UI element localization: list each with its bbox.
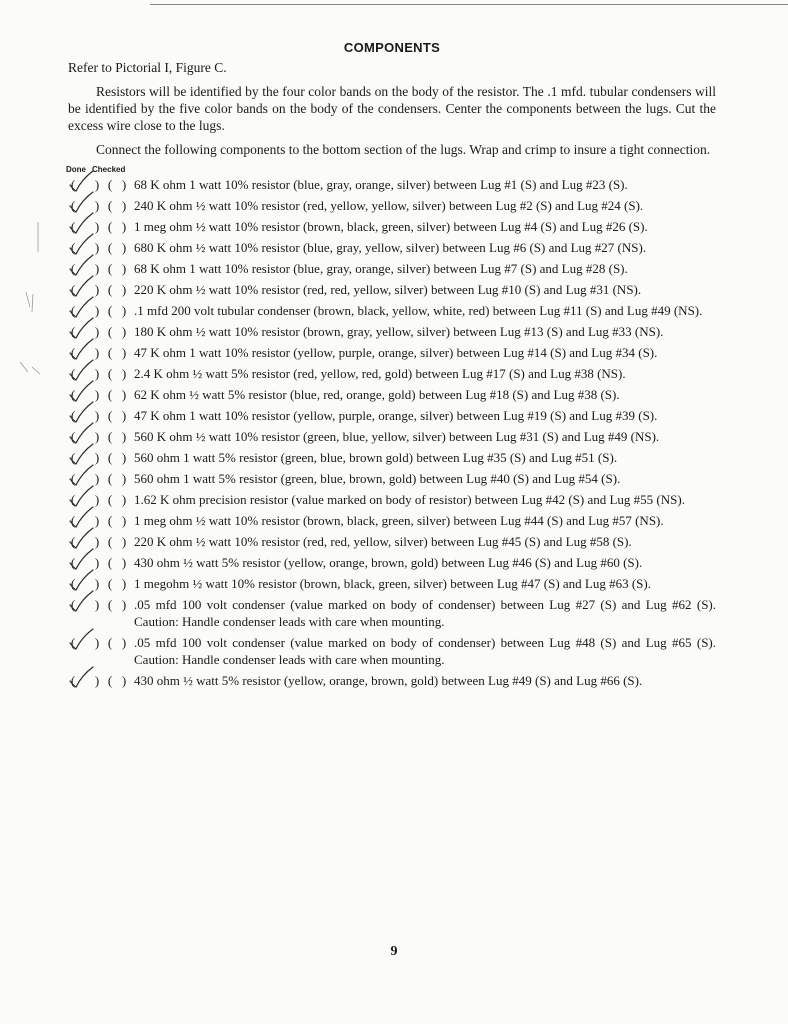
component-description: .05 mfd 100 volt condenser (value marked on body of condenser) between Lug #48 (S) and Lug #65 (S). Caution: Handle condenser leads with care when mounting. — [134, 635, 716, 667]
checklist-item — [68, 596, 716, 630]
component-description: 62 K ohm ½ watt 5% resistor (blue, red, orange, gold) between Lug #18 (S) and Lug #38 (S). — [134, 387, 620, 402]
checkbox-pair: ( ) ( ) — [68, 176, 134, 193]
checklist-item — [68, 554, 716, 571]
component-description: 560 K ohm ½ watt 10% resistor (green, blue, yellow, silver) between Lug #31 (S) and Lug #49 (NS). — [134, 429, 660, 444]
component-description: 1.62 K ohm precision resistor (value marked on body of resistor) between Lug #42 (S) and Lug #55 (NS). — [134, 492, 685, 507]
checked-checkbox[interactable]: ( — [107, 555, 113, 570]
document-page — [68, 40, 716, 693]
margin-pencil-marks — [18, 222, 48, 382]
checkbox-pair: ( ) ( ) — [68, 491, 134, 508]
intro-paragraph: Resistors will be identified by the four color bands on the body of the resistor. The .1 mfd. tubular condensers will be identified by the five color bands on the body of the condensers. Center the components between the lugs. Cut the excess wire close to the lugs. — [68, 84, 716, 133]
checkbox-pair: ( ) ( ) — [68, 470, 134, 487]
done-checkbox[interactable]: ( — [70, 261, 76, 276]
done-checkbox[interactable]: ( — [70, 324, 76, 339]
done-checkbox[interactable]: ( — [70, 198, 76, 213]
checkbox-pair: ( ) ( ) — [68, 634, 134, 651]
checklist-item — [68, 672, 716, 689]
component-description: 47 K ohm 1 watt 10% resistor (yellow, purple, orange, silver) between Lug #19 (S) and Lug #39 (S). — [134, 408, 658, 423]
component-description: 68 K ohm 1 watt 10% resistor (blue, gray, orange, silver) between Lug #7 (S) and Lug #28 (S). — [134, 261, 628, 276]
checklist-item — [68, 512, 716, 529]
checked-checkbox[interactable]: ( — [107, 534, 113, 549]
checklist-item — [68, 386, 716, 403]
done-checkbox[interactable]: ( — [70, 576, 76, 591]
done-checkbox[interactable]: ( — [70, 471, 76, 486]
checklist-item — [68, 281, 716, 298]
component-description: 680 K ohm ½ watt 10% resistor (blue, gray, yellow, silver) between Lug #6 (S) and Lug #27 (NS). — [134, 240, 647, 255]
checked-checkbox[interactable]: ( — [107, 635, 113, 650]
checked-checkbox[interactable]: ( — [107, 387, 113, 402]
checked-checkbox[interactable]: ( — [107, 261, 113, 276]
done-checkbox[interactable]: ( — [70, 219, 76, 234]
checkbox-pair: ( ) ( ) — [68, 197, 134, 214]
top-rule — [150, 4, 788, 5]
done-checkbox[interactable]: ( — [70, 240, 76, 255]
done-checkbox[interactable]: ( — [70, 177, 76, 192]
checklist-item — [68, 491, 716, 508]
checklist-item — [68, 323, 716, 340]
checked-checkbox[interactable]: ( — [107, 576, 113, 591]
checked-checkbox[interactable]: ( — [107, 450, 113, 465]
checklist-item — [68, 533, 716, 550]
done-checkbox[interactable]: ( — [70, 450, 76, 465]
checklist-item — [68, 365, 716, 382]
checked-checkbox[interactable]: ( — [107, 429, 113, 444]
checklist-item — [68, 634, 716, 668]
component-description: 560 ohm 1 watt 5% resistor (green, blue, brown, gold) between Lug #40 (S) and Lug #54 (S). — [134, 471, 621, 486]
checklist-item — [68, 197, 716, 214]
done-checkbox[interactable]: ( — [70, 513, 76, 528]
component-description: 1 meg ohm ½ watt 10% resistor (brown, black, green, silver) between Lug #44 (S) and Lug #57 (NS). — [134, 513, 664, 528]
checklist-item — [68, 302, 716, 319]
done-checkbox[interactable]: ( — [70, 534, 76, 549]
checked-checkbox[interactable]: ( — [107, 219, 113, 234]
component-description: 430 ohm ½ watt 5% resistor (yellow, orange, brown, gold) between Lug #49 (S) and Lug #66 (S). — [134, 673, 643, 688]
checked-checkbox[interactable]: ( — [107, 366, 113, 381]
checked-checkbox[interactable]: ( — [107, 597, 113, 612]
checkbox-pair: ( ) ( ) — [68, 281, 134, 298]
checked-checkbox[interactable]: ( — [107, 324, 113, 339]
checked-column-label: Checked — [92, 165, 126, 174]
checklist-item — [68, 260, 716, 277]
checkbox-pair: ( ) ( ) — [68, 428, 134, 445]
done-column-label: Done — [66, 165, 86, 174]
component-description: 220 K ohm ½ watt 10% resistor (red, red, yellow, silver) between Lug #45 (S) and Lug #58 (S). — [134, 534, 632, 549]
checked-checkbox[interactable]: ( — [107, 513, 113, 528]
component-description: .1 mfd 200 volt tubular condenser (brown, black, yellow, white, red) between Lug #11 (S) and Lug #49 (NS). — [134, 303, 703, 318]
done-checkbox[interactable]: ( — [70, 387, 76, 402]
checkbox-pair: ( ) ( ) — [68, 365, 134, 382]
component-description: .05 mfd 100 volt condenser (value marked on body of condenser) between Lug #27 (S) and Lug #62 (S). Caution: Handle condenser leads with care when mounting. — [134, 597, 716, 629]
done-checkbox[interactable]: ( — [70, 492, 76, 507]
reference-line: Refer to Pictorial I, Figure C. — [68, 60, 227, 75]
checklist-item — [68, 344, 716, 361]
connect-paragraph: Connect the following components to the bottom section of the lugs. Wrap and crimp to insure a tight connection. — [96, 142, 711, 157]
done-checkbox[interactable]: ( — [70, 429, 76, 444]
checkbox-pair: ( ) ( ) — [68, 344, 134, 361]
checkbox-pair: ( ) ( ) — [68, 575, 134, 592]
done-checkbox[interactable]: ( — [70, 366, 76, 381]
checked-checkbox[interactable]: ( — [107, 471, 113, 486]
component-description: 2.4 K ohm ½ watt 5% resistor (red, yellow, red, gold) between Lug #17 (S) and Lug #38 (NS). — [134, 366, 626, 381]
component-description: 220 K ohm ½ watt 10% resistor (red, red, yellow, silver) between Lug #10 (S) and Lug #31 (NS). — [134, 282, 642, 297]
checklist-item — [68, 239, 716, 256]
checkbox-pair: ( ) ( ) — [68, 323, 134, 340]
component-description: 1 meg ohm ½ watt 10% resistor (brown, black, green, silver) between Lug #4 (S) and Lug #26 (S). — [134, 219, 648, 234]
checked-checkbox[interactable]: ( — [107, 303, 113, 318]
page-title: COMPONENTS — [343, 40, 441, 55]
checkbox-pair: ( ) ( ) — [68, 239, 134, 256]
component-description: 68 K ohm 1 watt 10% resistor (blue, gray, orange, silver) between Lug #1 (S) and Lug #23 (S). — [134, 177, 628, 192]
checkbox-pair: ( ) ( ) — [68, 596, 134, 613]
checked-checkbox[interactable]: ( — [107, 673, 113, 688]
component-description: 180 K ohm ½ watt 10% resistor (brown, gray, yellow, silver) between Lug #13 (S) and Lug #33 (NS). — [134, 324, 664, 339]
done-checkbox[interactable]: ( — [70, 555, 76, 570]
checkbox-pair: ( ) ( ) — [68, 386, 134, 403]
checkbox-pair: ( ) ( ) — [68, 407, 134, 424]
checked-checkbox[interactable]: ( — [107, 492, 113, 507]
component-description: 560 ohm 1 watt 5% resistor (green, blue, brown gold) between Lug #35 (S) and Lug #51 (S). — [134, 450, 618, 465]
checked-checkbox[interactable]: ( — [107, 345, 113, 360]
checkbox-pair: ( ) ( ) — [68, 512, 134, 529]
done-checkbox[interactable]: ( — [70, 408, 76, 423]
checklist-item — [68, 407, 716, 424]
checkbox-pair: ( ) ( ) — [68, 260, 134, 277]
checklist-item — [68, 218, 716, 235]
checkbox-pair: ( ) ( ) — [68, 302, 134, 319]
checkbox-pair: ( ) ( ) — [68, 218, 134, 235]
checkbox-pair: ( ) ( ) — [68, 449, 134, 466]
checked-checkbox[interactable]: ( — [107, 198, 113, 213]
checked-checkbox[interactable]: ( — [107, 240, 113, 255]
checkbox-pair: ( ) ( ) — [68, 554, 134, 571]
checklist-item — [68, 176, 716, 193]
checked-checkbox[interactable]: ( — [107, 408, 113, 423]
checkbox-pair: ( ) ( ) — [68, 672, 134, 689]
checked-checkbox[interactable]: ( — [107, 177, 113, 192]
component-description: 47 K ohm 1 watt 10% resistor (yellow, purple, orange, silver) between Lug #14 (S) and Lug #34 (S). — [134, 345, 658, 360]
checked-checkbox[interactable]: ( — [107, 282, 113, 297]
checklist-item — [68, 470, 716, 487]
page-number: 9 — [390, 944, 398, 959]
done-checkbox[interactable]: ( — [70, 597, 76, 612]
done-checkbox[interactable]: ( — [70, 345, 76, 360]
component-description: 430 ohm ½ watt 5% resistor (yellow, orange, brown, gold) between Lug #46 (S) and Lug #60 (S). — [134, 555, 643, 570]
done-checkbox[interactable]: ( — [70, 673, 76, 688]
column-headers — [66, 165, 716, 174]
checklist-item — [68, 449, 716, 466]
component-description: 240 K ohm ½ watt 10% resistor (red, yellow, yellow, silver) between Lug #2 (S) and Lug #24 (S). — [134, 198, 644, 213]
checklist-item — [68, 575, 716, 592]
component-description: 1 megohm ½ watt 10% resistor (brown, black, green, silver) between Lug #47 (S) and Lug #63 (S). — [134, 576, 651, 591]
component-list — [68, 176, 716, 689]
checklist-item — [68, 428, 716, 445]
checkbox-pair: ( ) ( ) — [68, 533, 134, 550]
done-checkbox[interactable]: ( — [70, 303, 76, 318]
done-checkbox[interactable]: ( — [70, 635, 76, 650]
done-checkbox[interactable]: ( — [70, 282, 76, 297]
